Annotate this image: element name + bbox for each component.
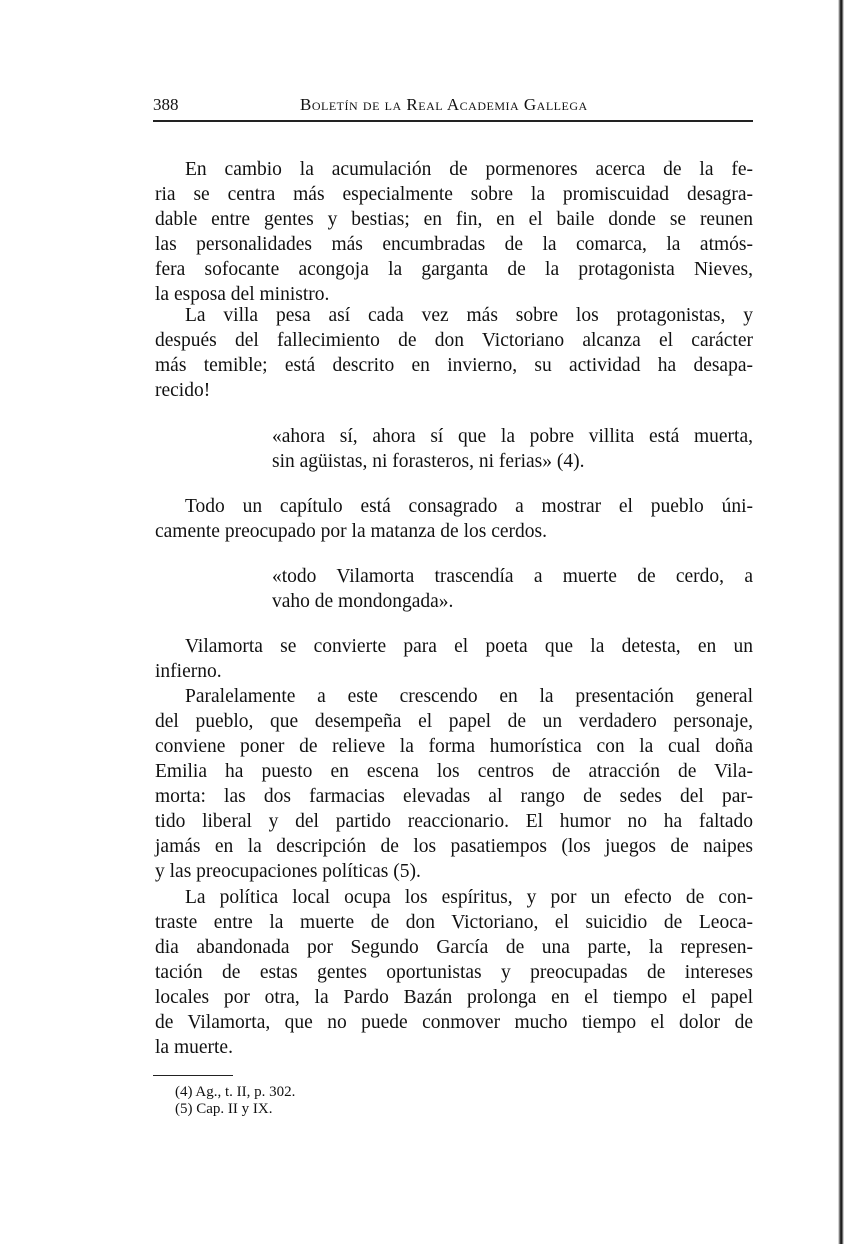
paragraph xyxy=(155,494,753,544)
text-line: más temible; está descrito en invierno, su actividad ha desapa- xyxy=(155,355,753,376)
paragraph xyxy=(155,157,753,307)
text-line: del pueblo, que desempeña el papel de un verdadero personaje, xyxy=(155,711,753,732)
text-line: tido liberal y del partido reaccionario. El humor no ha faltado xyxy=(155,811,753,832)
paragraph xyxy=(155,885,753,1060)
text-line: la esposa del ministro. xyxy=(155,284,330,305)
text-line: ria se centra más especialmente sobre la promiscuidad desagra- xyxy=(155,184,753,205)
text-line: En cambio la acumulación de pormenores acerca de la fe- xyxy=(185,159,753,180)
text-line: morta: las dos farmacias elevadas al rango de sedes del par- xyxy=(155,786,753,807)
paragraph xyxy=(155,634,753,684)
text-line: de Vilamorta, que no puede conmover mucho tiempo el dolor de xyxy=(155,1012,753,1033)
footnote-rule xyxy=(153,1075,233,1076)
block-quote xyxy=(272,424,753,474)
scan-edge xyxy=(838,0,844,1244)
text-line: «todo Vilamorta trascendía a muerte de cerdo, a xyxy=(272,566,753,587)
text-line: «ahora sí, ahora sí que la pobre villita está muerta, xyxy=(272,426,753,447)
text-line: las personalidades más encumbradas de la comarca, la atmós- xyxy=(155,234,753,255)
footnotes xyxy=(175,1084,295,1118)
text-line: jamás en la descripción de los pasatiempos (los juegos de naipes xyxy=(155,836,753,857)
text-line: después del fallecimiento de don Victoriano alcanza el carácter xyxy=(155,330,753,351)
text-line: La villa pesa así cada vez más sobre los protagonistas, y xyxy=(185,305,753,326)
page-number: 388 xyxy=(153,95,179,114)
text-line: Paralelamente a este crescendo en la presentación general xyxy=(185,686,753,707)
text-line: dia abandonada por Segundo García de una parte, la represen- xyxy=(155,937,753,958)
text-line: Emilia ha puesto en escena los centros de atracción de Vila- xyxy=(155,761,753,782)
text-line: La política local ocupa los espíritus, y por un efecto de con- xyxy=(185,887,753,908)
text-line: tación de estas gentes oportunistas y preocupadas de intereses xyxy=(155,962,753,983)
text-line: vaho de mondongada». xyxy=(272,591,454,612)
text-line: camente preocupado por la matanza de los cerdos. xyxy=(155,521,547,542)
text-line: Vilamorta se convierte para el poeta que la detesta, en un xyxy=(185,636,753,657)
text-line: dable entre gentes y bestias; en fin, en el baile donde se reunen xyxy=(155,209,753,230)
paragraph xyxy=(155,303,753,403)
text-line: locales por otra, la Pardo Bazán prolonga en el tiempo el papel xyxy=(155,987,753,1008)
header-rule xyxy=(153,120,753,122)
text-line: recido! xyxy=(155,380,211,401)
paragraph xyxy=(155,684,753,884)
text-line: infierno. xyxy=(155,661,222,682)
block-quote xyxy=(272,564,753,614)
text-line: conviene poner de relieve la forma humorística con la cual doña xyxy=(155,736,753,757)
footnote: (5) Cap. II y IX. xyxy=(175,1101,273,1117)
running-title: Boletín de la Real Academia Gallega xyxy=(300,95,588,114)
text-line: Todo un capítulo está consagrado a mostrar el pueblo úni- xyxy=(185,496,753,517)
text-line: traste entre la muerte de don Victoriano, el suicidio de Leoca- xyxy=(155,912,753,933)
text-line: y las preocupaciones políticas (5). xyxy=(155,861,421,882)
text-line: fera sofocante acongoja la garganta de la protagonista Nieves, xyxy=(155,259,753,280)
footnote: (4) Ag., t. II, p. 302. xyxy=(175,1084,296,1100)
text-line: la muerte. xyxy=(155,1037,233,1058)
text-line: sin agüistas, ni forasteros, ni ferias» (4). xyxy=(272,451,585,472)
